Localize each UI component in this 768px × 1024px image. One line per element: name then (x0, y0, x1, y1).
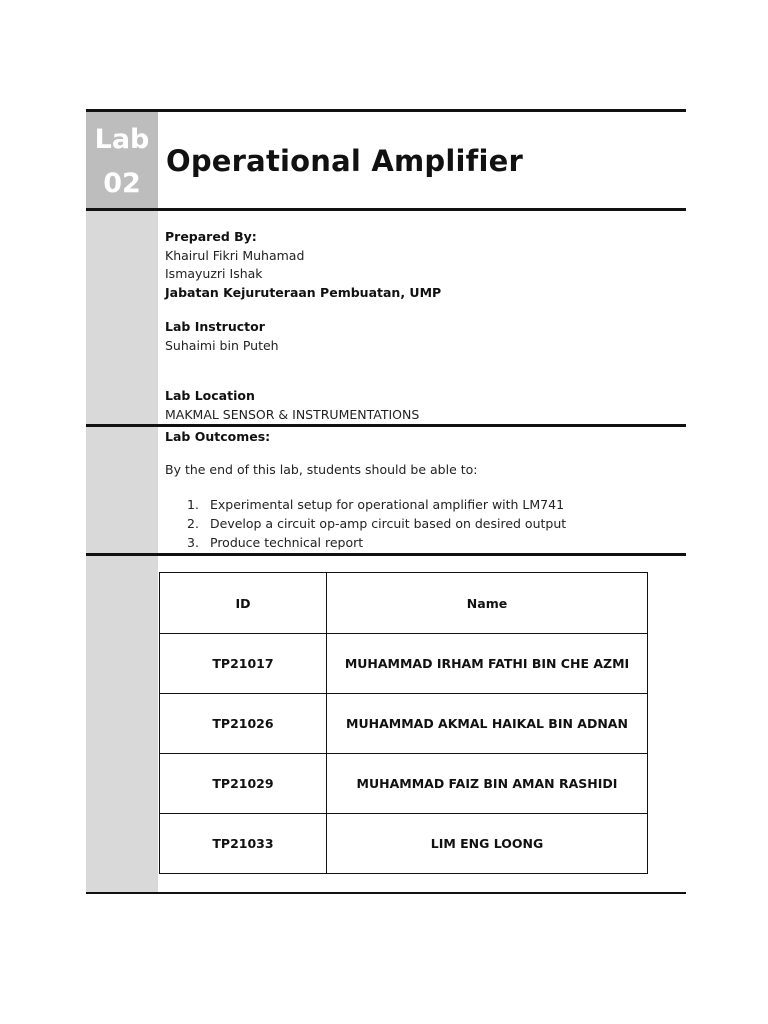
lab-instructor-name: Suhaimi bin Puteh (165, 338, 279, 353)
members-table (159, 572, 648, 874)
student-id: TP21029 (160, 754, 327, 814)
table-row (160, 694, 648, 754)
side-strip-details (86, 211, 158, 424)
student-name: MUHAMMAD IRHAM FATHI BIN CHE AZMI (327, 634, 648, 694)
outcome-text: Produce technical report (210, 535, 364, 550)
column-header-id: ID (160, 573, 327, 634)
outcome-number: 3. (187, 535, 199, 550)
table-row (160, 754, 648, 814)
table-row (160, 634, 648, 694)
column-header-name: Name (327, 573, 648, 634)
department: Jabatan Kejuruteraan Pembuatan, UMP (165, 285, 442, 300)
lab-outcomes-heading: Lab Outcomes: (165, 429, 271, 444)
outcomes-rule (86, 553, 686, 556)
lab-location-heading: Lab Location (165, 388, 255, 403)
preparer-name: Ismayuzri Ishak (165, 266, 263, 281)
student-id: TP21026 (160, 694, 327, 754)
student-id: TP21017 (160, 634, 327, 694)
table-header-row (160, 573, 648, 634)
student-name: LIM ENG LOONG (327, 814, 648, 874)
outcome-text: Experimental setup for operational amplifier with LM741 (210, 497, 565, 512)
lab-badge (86, 118, 158, 206)
prepared-by-heading: Prepared By: (165, 229, 257, 244)
page-title: Operational Amplifier (166, 144, 523, 178)
top-rule (86, 109, 686, 112)
outcome-number: 1. (187, 497, 199, 512)
lab-word: Lab (94, 124, 150, 155)
outcome-text: Develop a circuit op-amp circuit based on desired output (210, 516, 567, 531)
preparer-name: Khairul Fikri Muhamad (165, 248, 305, 263)
bottom-rule (86, 892, 686, 894)
lab-location-value: MAKMAL SENSOR & INSTRUMENTATIONS (165, 407, 420, 422)
student-id: TP21033 (160, 814, 327, 874)
lab-instructor-heading: Lab Instructor (165, 319, 265, 334)
student-name: MUHAMMAD AKMAL HAIKAL BIN ADNAN (327, 694, 648, 754)
lab-number: 02 (103, 168, 141, 199)
side-strip-members (86, 556, 158, 893)
title-rule (86, 208, 686, 211)
lab-outcomes-intro: By the end of this lab, students should be able to: (165, 462, 478, 477)
student-name: MUHAMMAD FAIZ BIN AMAN RASHIDI (327, 754, 648, 814)
side-strip-outcomes (86, 427, 158, 553)
outcome-number: 2. (187, 516, 199, 531)
details-rule (86, 424, 686, 427)
table-row (160, 814, 648, 874)
